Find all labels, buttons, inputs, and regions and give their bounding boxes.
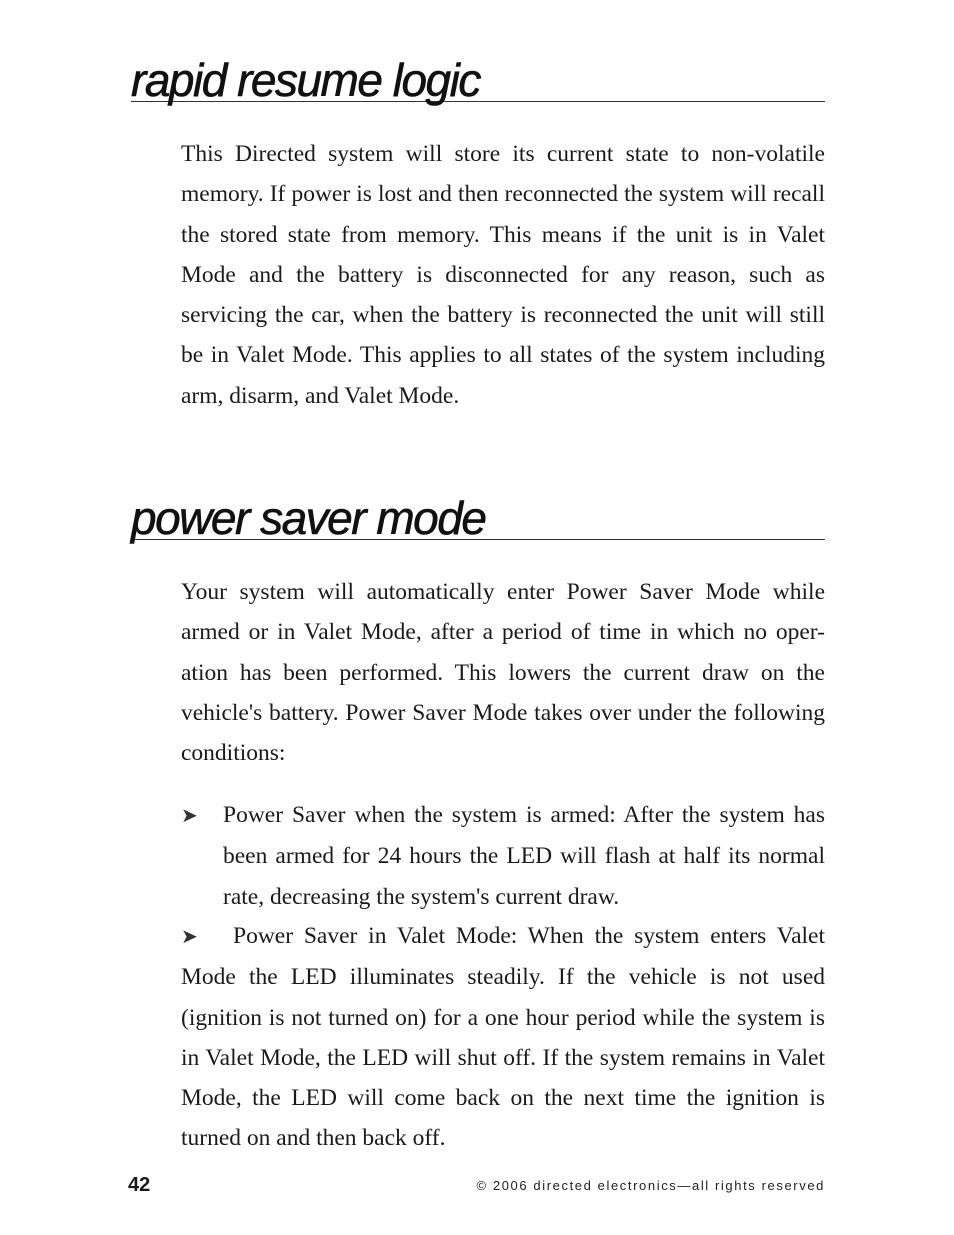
bullet-item xyxy=(181,916,825,1159)
copyright-notice: © 2006 directed electronics—all rights reserved xyxy=(476,1178,825,1193)
section-body: This Directed system will store its current state to non-volatile memory. If power is lost and then reconnected the system will recall the stored state from memory. This means if the unit is in Valet Mode and the battery is disconnected for any reason, such as servicing the car, when the battery is reconnected the unit will still be in Valet Mode. This applies to all states of the system including arm, disarm, and Valet Mode. xyxy=(181,141,825,409)
bullet-item xyxy=(181,795,825,917)
section-body: Your system will automatically enter Power Saver Mode while armed or in Valet Mode, after a period of time in which no oper-ation has been performed. This lowers the current draw on the vehicle's battery. Power Saver Mode takes over under the following conditions: xyxy=(181,579,825,767)
page-number: 42 xyxy=(128,1174,151,1196)
section-title: power saver mode xyxy=(131,492,486,544)
section-heading-power-saver xyxy=(131,492,825,544)
arrow-bullet-icon: ➤ xyxy=(181,926,198,948)
section-title: rapid resume logic xyxy=(131,54,480,106)
bullet-text: Power Saver when the system is armed: After the system has been armed for 24 hours the LED will flash at half its normal rate, decreasing the system's current draw. xyxy=(223,802,825,910)
arrow-bullet-icon: ➤ xyxy=(181,805,198,827)
section-heading-rapid-resume xyxy=(131,54,825,106)
bullet-text: Power Saver in Valet Mode: When the system enters Valet Mode the LED illuminates steadily. If the vehicle is not used (ignition is not turned on) for a one hour period while the system is in Valet Mode, the LED will shut off. If the system remains in Valet Mode, the LED will come back on the next time the ignition is turned on and then back off. xyxy=(181,923,825,1152)
